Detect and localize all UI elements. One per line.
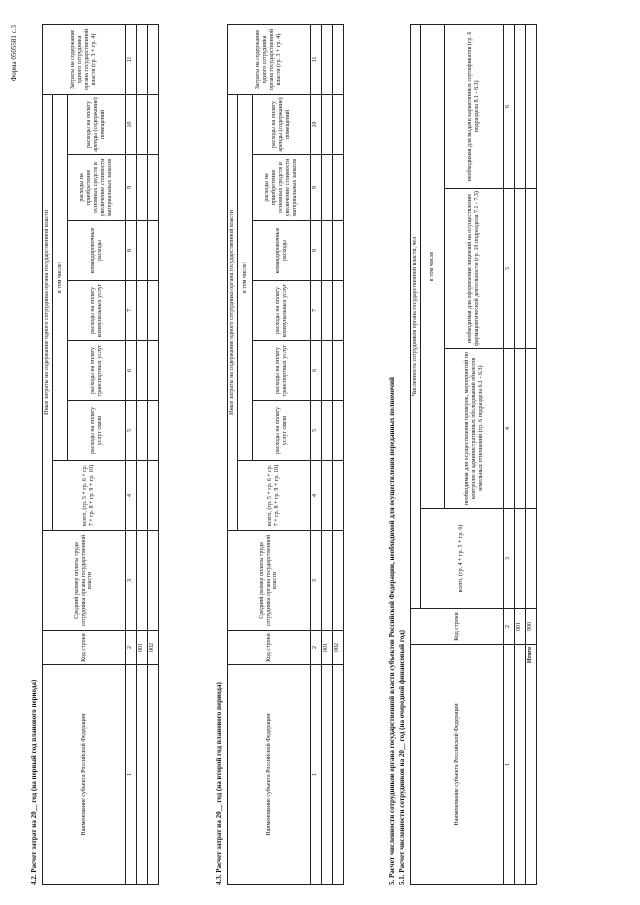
form-code: Форма 0505581 с.3 <box>10 25 18 82</box>
header-trips: командировочные расходы <box>253 221 311 281</box>
cell[interactable] <box>332 531 343 631</box>
cell[interactable] <box>514 349 525 509</box>
cell[interactable] <box>332 281 343 341</box>
col-number: 7 <box>125 281 136 341</box>
section-5-title: 5. Расчет численности сотрудников органа государственной власти субъектов Российской Федерации, необходимой для осуществления переданных полномочий <box>388 376 396 885</box>
section-4-2-title: 4.2. Расчет затрат на 20__ год (на первый год планового периода) <box>30 679 38 885</box>
cell-region[interactable] <box>136 665 147 885</box>
header-inspections: необходимая для осуществления проверок, мероприятий по контролю и административных обследований объектов земельных отношений (гр. 6 подраздела 6.1 - 6.3) <box>445 349 504 509</box>
cell[interactable] <box>321 341 332 401</box>
cell[interactable] <box>147 94 158 154</box>
header-transport: расходы на оплату транспортных услуг <box>253 341 311 401</box>
header-other-costs: Иные затраты на содержание одного сотрудника органа государственной власти <box>43 94 53 530</box>
cell-region[interactable] <box>514 645 525 885</box>
cell[interactable] <box>332 221 343 281</box>
cell[interactable] <box>332 401 343 461</box>
header-region: Наименование субъекта Российской Федерации <box>228 665 311 885</box>
header-incl: в том числе: <box>237 94 252 460</box>
cell[interactable] <box>332 461 343 531</box>
header-fixed-assets: расходы на приобретение основных средств и увеличение стоимости материальных запасов <box>253 155 311 221</box>
table-row <box>147 24 158 884</box>
cell[interactable] <box>147 24 158 94</box>
header-quarantine: необходимая для выдачи карантинных сертификатов (гр. 6 подраздела 8.1 - 8.3) <box>445 24 504 188</box>
col-number: 1 <box>125 665 136 885</box>
cell[interactable] <box>147 461 158 531</box>
section-4-3-title: 4.3. Расчет затрат на 20__ год (на второй год планового периода) <box>215 682 223 885</box>
cell[interactable] <box>321 401 332 461</box>
header-incl: в том числе <box>420 24 444 508</box>
cell[interactable] <box>147 281 158 341</box>
section-4-3-table <box>227 24 344 885</box>
header-rent: расходы на оплату аренды (содержание) помещений <box>253 94 311 154</box>
col-number: 9 <box>125 155 136 221</box>
col-number: 3 <box>503 509 514 609</box>
cell[interactable] <box>332 341 343 401</box>
header-total: всего, (гр. 5 + гр. 6 + гр. 7 + гр. 8 + гр. 9 + гр. 10) <box>52 461 125 531</box>
cell[interactable] <box>321 531 332 631</box>
row-code: 001 <box>321 631 332 665</box>
header-rent: расходы на оплату аренды (содержание) помещений <box>68 94 126 154</box>
cell[interactable] <box>321 94 332 154</box>
col-number: 5 <box>503 189 514 349</box>
table-row <box>514 24 525 884</box>
cell[interactable] <box>321 461 332 531</box>
col-number: 8 <box>125 221 136 281</box>
cell[interactable] <box>136 461 147 531</box>
header-code: Код строки <box>228 631 311 665</box>
cell[interactable] <box>332 94 343 154</box>
header-cost-per-employee: Затраты на содержание одного сотрудника органа государственной власти (гр. 3 + гр. 4) <box>43 24 126 94</box>
header-total: всего, (гр. 4 + гр. 5 + гр. 6) <box>420 509 503 609</box>
cell[interactable] <box>514 24 525 188</box>
cell[interactable] <box>136 94 147 154</box>
col-number: 10 <box>125 94 136 154</box>
col-number: 11 <box>125 24 136 94</box>
section-5-table <box>410 24 537 885</box>
header-transport: расходы на оплату транспортных услуг <box>68 341 126 401</box>
header-avg-pay: Средний размер оплаты труда сотрудника органа государственной власти <box>43 531 126 631</box>
table-row <box>136 24 147 884</box>
header-comm: расходы на оплату услуг связи <box>253 401 311 461</box>
header-code: Код строки <box>43 631 126 665</box>
section-4-2-table <box>42 24 159 885</box>
cell[interactable] <box>136 531 147 631</box>
col-number: 4 <box>125 461 136 531</box>
header-incl: в том числе: <box>52 94 67 460</box>
col-number: 6 <box>503 24 514 188</box>
col-number: 7 <box>310 281 321 341</box>
col-number: 5 <box>310 401 321 461</box>
col-number: 3 <box>125 531 136 631</box>
cell[interactable] <box>136 281 147 341</box>
cell[interactable] <box>525 509 536 609</box>
cell[interactable] <box>147 401 158 461</box>
col-number: 1 <box>310 665 321 885</box>
cell[interactable] <box>147 531 158 631</box>
total-label: Итого <box>525 645 536 885</box>
cell[interactable] <box>147 155 158 221</box>
col-number: 2 <box>125 631 136 665</box>
total-row <box>525 24 536 884</box>
header-region: Наименование субъекта Российской Федерации <box>411 645 504 885</box>
table-row <box>332 24 343 884</box>
table-row <box>321 24 332 884</box>
col-number: 6 <box>125 341 136 401</box>
row-code: 002 <box>332 631 343 665</box>
header-total: всего, (гр. 5 + гр. 6 + гр. 7 + гр. 8 + гр. 9 + гр. 10) <box>237 461 310 531</box>
header-utilities: расходы на оплату коммунальных услуг <box>253 281 311 341</box>
cell[interactable] <box>321 281 332 341</box>
header-registration: необходимая для оформления лицензий на осуществление фармацевтической деятельности (гр. 10 подраздела 7.1 - 7.3) <box>445 189 504 349</box>
cell[interactable] <box>147 341 158 401</box>
total-code: 900 <box>525 609 536 645</box>
col-number: 2 <box>503 609 514 645</box>
header-fixed-assets: расходы на приобретение основных средств и увеличение стоимости материальных запасов <box>68 155 126 221</box>
row-code: 001 <box>514 609 525 645</box>
cell[interactable] <box>136 401 147 461</box>
header-region: Наименование субъекта Российской Федерации <box>43 665 126 885</box>
page-header <box>10 25 24 885</box>
cell[interactable] <box>525 24 536 188</box>
col-number: 1 <box>503 645 514 885</box>
cell[interactable] <box>525 349 536 509</box>
header-code: Код строки <box>411 609 504 645</box>
col-number: 4 <box>310 461 321 531</box>
col-number: 2 <box>310 631 321 665</box>
col-number: 9 <box>310 155 321 221</box>
cell[interactable] <box>147 221 158 281</box>
cell-region[interactable] <box>332 665 343 885</box>
cell[interactable] <box>321 24 332 94</box>
cell-region[interactable] <box>147 665 158 885</box>
cell[interactable] <box>136 221 147 281</box>
cell[interactable] <box>321 221 332 281</box>
cell[interactable] <box>136 341 147 401</box>
header-utilities: расходы на оплату коммунальных услуг <box>68 281 126 341</box>
col-number: 10 <box>310 94 321 154</box>
col-number: 5 <box>125 401 136 461</box>
cell[interactable] <box>525 189 536 349</box>
col-number: 6 <box>310 341 321 401</box>
cell[interactable] <box>136 155 147 221</box>
cell[interactable] <box>332 24 343 94</box>
header-avg-pay: Средний размер оплаты труда сотрудника органа государственной власти <box>228 531 311 631</box>
row-code: 001 <box>136 631 147 665</box>
col-number: 3 <box>310 531 321 631</box>
header-other-costs: Иные затраты на содержание одного сотрудника органа государственной власти <box>228 94 238 530</box>
section-5-1-title: 5.1. Расчет численности сотрудников на 20__ год (на очередной финансовый год) <box>398 629 406 885</box>
cell[interactable] <box>321 155 332 221</box>
col-number: 4 <box>503 349 514 509</box>
col-number: 8 <box>310 221 321 281</box>
header-cost-per-employee: Затраты на содержание одного сотрудника органа государственной власти (гр. 3 + гр. 4) <box>228 24 311 94</box>
row-code: 002 <box>147 631 158 665</box>
header-comm: расходы на оплату услуг связи <box>68 401 126 461</box>
header-staff: Численность сотрудников органа государственной власти, чел <box>411 24 421 608</box>
cell-region[interactable] <box>321 665 332 885</box>
header-trips: командировочные расходы <box>68 221 126 281</box>
col-number: 11 <box>310 24 321 94</box>
cell[interactable] <box>332 155 343 221</box>
cell[interactable] <box>514 189 525 349</box>
cell[interactable] <box>514 509 525 609</box>
cell[interactable] <box>136 24 147 94</box>
